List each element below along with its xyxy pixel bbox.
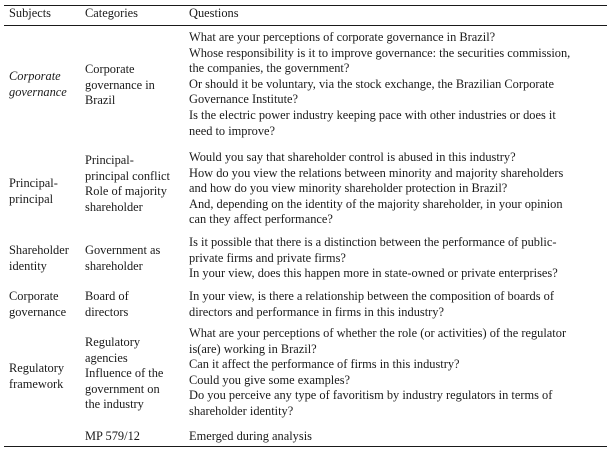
row-1-subject-line: Corporate (9, 69, 61, 83)
question-line: In your view, does this happen more in state-owned or private enterprises? (189, 266, 558, 281)
row-3-subject-line: Shareholder (9, 243, 69, 257)
row-2-category-line: Principal- (85, 153, 134, 167)
row-5-category-line: the industry (85, 397, 144, 412)
row-5-category-line: Influence of the (85, 366, 164, 381)
question-line: private firms and private firms? (189, 250, 346, 265)
row-2-subject-line: Principal- (9, 176, 58, 190)
row-6-questions (189, 429, 607, 445)
row-3-category (85, 243, 185, 274)
header-questions: Questions (189, 6, 239, 20)
question-line: shareholder identity? (189, 403, 294, 418)
header-subjects: Subjects (9, 6, 51, 20)
row-6-category (85, 429, 185, 445)
row-2-category-line: shareholder (85, 199, 143, 214)
question-line: Whose responsibility is it to improve governance: the securities commission, (189, 45, 571, 60)
row-5-category-line: agencies (85, 350, 128, 365)
row-2-category (85, 153, 185, 215)
row-4-questions (189, 289, 607, 320)
question-line: need to improve? (189, 123, 276, 138)
row-3-category-line: Government as (85, 243, 161, 257)
header-categories: Categories (85, 6, 138, 20)
row-5-category-line: Regulatory (85, 335, 141, 349)
row-3-subject (9, 243, 83, 274)
question-line: Would you say that shareholder control is abused in this industry? (189, 150, 516, 164)
row-1-category (85, 62, 185, 109)
row-5-subject-line: Regulatory (9, 361, 65, 375)
row-4-subject-line: governance (9, 304, 67, 319)
question-line: And, depending on the identity of the majority shareholder, in your opinion (189, 196, 563, 211)
question-line: What are your perceptions of whether the role (or activities) of the regulator (189, 326, 567, 340)
question-line: Do you perceive any type of favoritism by industry regulators in terms of (189, 388, 553, 403)
row-2-category-line: principal conflict (85, 168, 170, 183)
row-1-subject-line: governance (9, 84, 67, 99)
row-1-category-line: governance in (85, 77, 155, 92)
header-bottom-rule (4, 25, 607, 26)
row-1-category-line: Corporate (85, 62, 135, 76)
row-2-subject-line: principal (9, 191, 54, 206)
row-1-subject (9, 69, 83, 100)
question-line: Is the electric power industry keeping pace with other industries or does it (189, 107, 556, 122)
question-line: How do you view the relations between minority and majority shareholders (189, 165, 564, 180)
row-4-category-line: directors (85, 304, 129, 319)
row-3-subject-line: identity (9, 258, 47, 273)
table-bottom-rule (4, 446, 607, 447)
row-3-category-line: shareholder (85, 258, 143, 273)
question-line: directors and performance in firms in this industry? (189, 304, 444, 319)
question-line: What are your perceptions of corporate governance in Brazil? (189, 30, 496, 44)
row-4-subject-line: Corporate (9, 289, 59, 303)
row-2-questions (189, 150, 607, 228)
question-line: In your view, is there a relationship between the composition of boards of (189, 289, 554, 303)
question-line: is(are) working in Brazil? (189, 341, 317, 356)
question-line: Can it affect the performance of firms in this industry? (189, 357, 460, 372)
row-5-subject (9, 361, 83, 392)
row-2-category-line: Role of majority (85, 184, 167, 199)
row-2-subject (9, 176, 83, 207)
question-line: Governance Institute? (189, 92, 299, 107)
row-5-category-line: government on (85, 381, 160, 396)
row-1-questions (189, 30, 607, 139)
row-6-category-line: MP 579/12 (85, 429, 140, 443)
question-line: can they affect performance? (189, 212, 333, 227)
row-3-questions (189, 235, 607, 282)
row-4-category (85, 289, 185, 320)
row-5-subject-line: framework (9, 376, 64, 391)
row-4-subject (9, 289, 83, 320)
question-line: Could you give some examples? (189, 372, 351, 387)
question-line: Emerged during analysis (189, 429, 312, 443)
row-4-category-line: Board of (85, 289, 129, 303)
question-line: the companies, the government? (189, 61, 350, 76)
row-5-questions (189, 326, 607, 420)
row-1-category-line: Brazil (85, 93, 116, 108)
row-5-category (85, 335, 185, 413)
question-line: and how do you view minority shareholder protection in Brazil? (189, 181, 508, 196)
question-line: Or should it be voluntary, via the stock exchange, the Brazilian Corporate (189, 76, 554, 91)
question-line: Is it possible that there is a distinction between the performance of public- (189, 235, 557, 249)
